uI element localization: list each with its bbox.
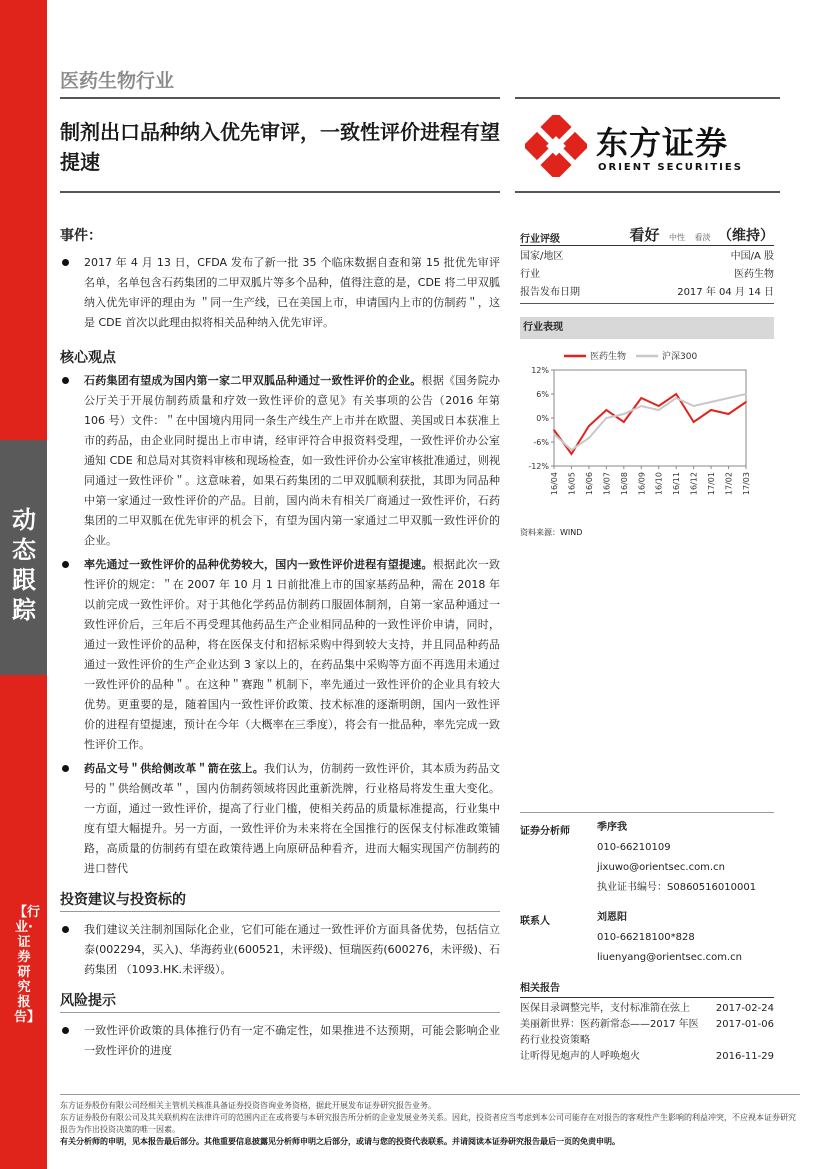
rating-detail-row [520,248,774,266]
detail-key: 国家/地区 [520,251,564,262]
detail-value: 2017 年 04 月 14 日 [677,287,774,298]
series-point [623,421,625,423]
x-tick-label: 16/09 [637,472,647,496]
core-point-text: 根据此次一致性评价的规定：＂在 2007 年 10 月 1 日前批准上市的国家基药品种，需在 2018 年以前完成一致性评价。对于其他化学药品仿制药口服固体制剂，自第一家品种通过一致性评价后，三年后不再受理其他药品生产企业相同品种的一致性评价申请，同时，通过一致性评价的品种，将在医保支付和招标采购中得到较大支持，并且同品种药品通过一致性评价的生产企业达到 3 家以上的，在药品集中采购等方面不再选用未通过一致性评价的品种＂。在这种＂赛跑＂机制下，率先通过一致性评价的企业具有较大优势。更重要的是，随着国内一致性评价政策、技术标准的逐渐明朗，国内一致性评价的进程有望提速，预计在今年（大概率在三季度），将会有一批品种，率先完成一致性评价工作。 [84,558,500,751]
x-tick-label: 17/01 [707,472,717,496]
event-text: 2017 年 4 月 13 日，CFDA 发布了新一批 35 个临床数据自查和第 15 批优先审评名单，名单包含石药集团的二甲双胍片等多个品种，值得注意的是，CDE 将二甲双胍纳入优先审评的理由为 ＂同一生产线，已在美国上市，申请国内上市的仿制药＂，这是 CDE 首次以此理由拟将相关品种纳入优先审评。 [84,256,500,329]
x-tick-label: 16/11 [672,472,682,496]
detail-key: 行业 [520,269,540,280]
series-point [693,405,695,407]
rating-details [520,248,774,302]
series-point [658,409,660,411]
footer-line: 东方证券股份有限公司及其关联机构在法律许可的范围内正在或将要与本研究报告所分析的企业发展业务关系。因此，投资者应当考虑到本公司可能存在对报告的客观性产生影响的利益冲突，不应视本证券研究报告为作出投资决策的唯一因素。 [60,1113,796,1134]
rating-label: 行业评级 [520,234,560,245]
contact-label: 联系人 [520,916,550,927]
logo-bottom-rule [515,191,780,193]
legend-label: 医药生物 [590,352,627,362]
series-point [745,401,747,403]
detail-key: 报告发布日期 [520,287,580,298]
core-heading: 核心观点 [60,350,116,366]
core-point-text: 我们认为，仿制药一致性评价，其本质为药品文号的＂供给侧改革＂，国内仿制药领域将因此重新洗牌，行业格局将发生重大变化。一方面，通过一致性评价，提高了行业门槛，使相关药品的质量标准提高，行业集中度有望大幅提升。另一方面，一致性评价为未来将在全国推行的医保支付标准政策铺路，高质量的仿制药有望在政策待遇上向原研品种看齐，进而大幅实现国产仿制药的进口替代 [84,762,500,875]
x-tick-label: 16/05 [567,472,577,496]
core-point [60,371,500,551]
series-point [658,405,660,407]
rating-detail-row [520,266,774,284]
y-tick-label: 6% [536,390,549,399]
x-tick-label: 17/02 [724,472,734,496]
series-line [554,394,746,454]
bullet-icon [62,259,69,266]
related-label: 相关报告 [520,980,774,998]
logo-mark-icon [525,115,587,177]
rating-neutral: 中性 [669,233,685,242]
series-point [640,397,642,399]
title-rule [60,191,500,193]
related-title: 医保目录调整完毕，支付标准箭在弦上 [520,1003,690,1014]
rating-detail-row [520,284,774,302]
chart-source: 资料来源：WIND [520,528,583,537]
analyst-rule [520,812,774,813]
x-tick-label: 16/12 [689,472,699,496]
x-tick-label: 17/03 [742,472,751,496]
bullet-icon [62,1027,69,1034]
x-tick-label: 16/08 [619,472,629,496]
analyst-phone: 010-66210109 [597,842,671,853]
series-point [606,409,608,411]
invest-heading: 投资建议与投资标的 [60,892,186,908]
invest-rule [60,911,500,912]
analyst-info [597,818,756,898]
side-bottom-label: 【行业·证券研究报告】 [14,905,41,1025]
related-block [520,980,774,1065]
series-point [728,397,730,399]
series-point [553,429,555,431]
rating-negative: 看淡 [694,233,711,242]
series-point [571,453,573,455]
series-point [553,433,555,435]
series-point [675,393,677,395]
risk-text: 一致性评价政策的具体推行仍有一定不确定性，如果推进不达预期，可能会影响企业一致性评价的进度 [84,1024,500,1057]
risk-rule [60,1012,500,1013]
logo-cn: 东方证券 [596,124,729,162]
series-point [623,413,625,415]
logo-en: ORIENT SECURITIES [598,162,743,173]
series-point [588,425,590,427]
footer-line: 有关分析师的申明，见本报告最后部分。其他重要信息披露见分析师申明之后部分，或请与您的投资代表联系。并请阅读本证券研究报告最后一页的免责申明。 [60,1137,620,1146]
risk-paragraph [60,1021,500,1061]
detail-value: 中国/A 股 [730,251,774,262]
sector-title: 医药生物行业 [60,70,175,92]
related-title: 让听得见炮声的人呼唤炮火 [520,1051,640,1062]
x-tick-label: 16/06 [584,472,594,496]
related-date: 2016-11-29 [715,1051,774,1062]
x-tick-label: 16/04 [550,472,559,496]
chart-frame [554,370,746,466]
x-tick-label: 16/10 [654,472,664,496]
chart-title: 行业表现 [520,317,774,339]
series-point [640,405,642,407]
related-item[interactable] [520,1033,774,1049]
core-point [60,555,500,755]
contact-email[interactable]: liuenyang@orientsec.com.cn [597,952,742,963]
series-point [710,401,712,403]
side-label: 动态跟踪 [12,506,36,624]
related-date: 2017-02-24 [715,1003,774,1014]
x-tick-label: 16/07 [602,472,612,496]
report-title: 制剂出口品种纳入优先审评，一致性评价进程有望提速 [60,120,500,174]
legend-label: 沪深300 [662,352,698,362]
rating-bottom-rule [520,303,774,304]
related-title: 美丽新世界：医药新常态——2017 年医 [520,1019,699,1030]
bullet-icon [62,561,69,568]
bullet-icon [62,765,69,772]
series-point [675,397,677,399]
analyst-name: 季序我 [597,822,627,833]
y-tick-label: 12% [531,366,549,375]
contact-name: 刘恩阳 [597,912,627,923]
sector-rule [60,97,500,99]
series-point [588,437,590,439]
series-point [710,409,712,411]
analyst-label: 证券分析师 [520,826,570,837]
footer [60,1100,800,1148]
invest-text: 我们建议关注制剂国际化企业，它们可能在通过一致性评价方面具备优势，包括信立泰(002294，买入)、华海药业(600521，未评级)、恒瑞医药(600276，未评级)、石药集团 （1093.HK.未评级）。 [84,923,500,976]
related-item[interactable] [520,1017,774,1033]
related-item[interactable] [520,1049,774,1065]
risk-heading: 风险提示 [60,993,116,1009]
rating-status: （维持） [718,228,774,244]
related-date: 2017-01-06 [715,1019,774,1030]
contact-info [597,908,742,968]
chart-block [520,317,774,339]
y-tick-label: 0% [536,414,549,423]
rating-value: 看好 [629,226,660,244]
related-title: 药行业投资策略 [520,1035,590,1046]
bullet-icon [62,377,69,384]
series-point [728,413,730,415]
series-point [745,393,747,395]
core-point [60,759,500,879]
industry-chart [520,344,774,520]
company-logo [525,113,775,181]
detail-value: 医药生物 [734,269,774,280]
event-paragraph [60,253,500,333]
core-point-text: 根据《国务院办公厅关于开展仿制药质量和疗效一致性评价的意见》有关事项的公告（2016 年第 106 号）文件：＂在中国境内用同一条生产线生产上市并在欧盟、美国或日本获准上市的药品，由企业同时提出上市申请，经审评符合申报资料受理，一致性评价办公室通知 CDE 和总局对其资料审核和现场检查，如一致性评价办公室审核批准通过，则视同通过一致性评价＂。这意味着，如果石药集团的二甲双胍顺利获批，其即为同品种中第一家通过一致性评价的产品。目前，国内尚未有相关厂商通过一致性评价，石药集团的二甲双胍在优先审评的机会下，有望为国内第一家通过二甲双胍一致性评价的企业。 [84,374,500,547]
footer-line: 东方证券股份有限公司经相关主管机关核准具备证券投资咨询业务资格，据此开展发布证券研究报告业务。 [60,1101,436,1110]
rating-panel [520,222,774,302]
series-point [606,417,608,419]
y-tick-label: -6% [533,438,549,447]
event-heading: 事件： [60,228,102,244]
y-tick-label: -12% [528,462,549,471]
rating-values [629,224,774,245]
bullet-icon [62,926,69,933]
rating-row [520,222,774,246]
core-point-bold: 率先通过一致性评价的品种优势较大，国内一致性评价进程有望提速。 [84,558,433,571]
invest-paragraph [60,920,500,980]
series-point [693,421,695,423]
analyst-cert: 执业证书编号：S0860516010001 [597,882,757,893]
core-point-bold: 石药集团有望成为国内第一家二甲双胍品种通过一致性评价的企业。 [84,374,422,387]
related-item[interactable] [520,1001,774,1017]
analyst-email[interactable]: jixuwo@orientsec.com.cn [597,862,725,873]
related-list [520,1001,774,1065]
logo-rule [515,97,780,99]
main-column [60,225,500,1061]
series-point [571,449,573,451]
core-point-bold: 药品文号＂供给侧改革＂箭在弦上。 [84,762,264,775]
footer-rule [60,1094,800,1095]
contact-phone: 010-66218100*828 [597,932,695,943]
